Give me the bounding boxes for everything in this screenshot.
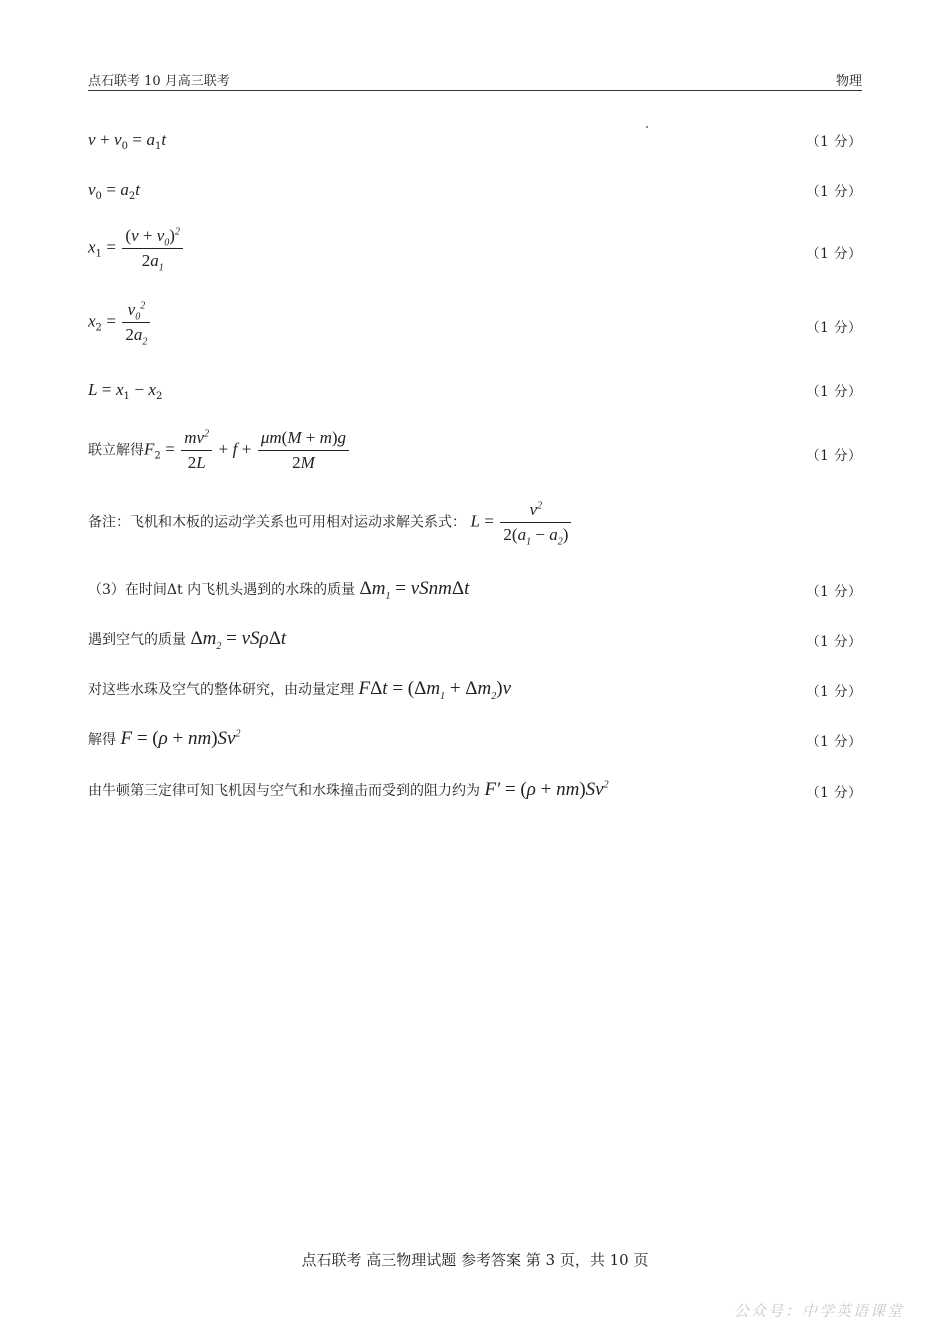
page-footer: 点石联考 高三物理试题 参考答案 第 3 页，共 10 页 <box>301 1251 649 1269</box>
momentum-theorem: 对这些水珠及空气的整体研究，由动量定理 $F\Delta t = (\Delta m_1 + \Delta m_2)v$ （1 分） <box>88 678 862 702</box>
equation-force-f2: 联立解得$F_2$ = $\frac{mv^2}{2L}$ + f + $\frac{\mu m(M + m)g}{2M}$ （1 分） <box>88 428 862 472</box>
equation-length: $L = x_1 - x_2$ （1 分） <box>88 380 862 402</box>
score-mark: （1 分） <box>806 584 862 600</box>
score-mark: （1 分） <box>806 734 862 750</box>
score-mark: （1 分） <box>806 134 862 150</box>
score-mark: （1 分） <box>806 634 862 650</box>
score-mark: （1 分） <box>806 684 862 700</box>
stray-dot <box>646 126 648 128</box>
score-mark: （1 分） <box>806 184 862 200</box>
part3-water-mass: （3）在时间Δt 内飞机头遇到的水珠的质量 $\Delta m_1$ = vSnmΔt （1 分） <box>88 578 862 602</box>
solve-force: 解得 $F = (\rho + nm)Sv^2$ （1 分） <box>88 728 862 750</box>
newton-third-law: 由牛顿第三定律可知飞机因与空气和水珠撞击而受到的阻力约为 $F' = (\rho + nm)Sv^2$ （1 分） <box>88 779 862 801</box>
score-mark: （1 分） <box>806 785 862 801</box>
note-relative-motion: 备注：飞机和木板的运动学关系也可用相对运动求解关系式： L = $\frac{v^2}{2(a_1 - a_2)}$ <box>88 500 862 545</box>
header-subject: 物理 <box>835 74 862 89</box>
equation-velocity-2: $v_0 = a_2t$ （1 分） <box>88 180 862 202</box>
score-mark: （1 分） <box>806 448 862 464</box>
score-mark: （1 分） <box>806 246 862 262</box>
combine-label: 联立解得 <box>88 442 144 459</box>
equation-velocity-1: $v + v_0 = a_1t$ （1 分） <box>88 130 862 152</box>
page-header <box>88 68 862 91</box>
header-exam-title: 点石联考 10 月高三联考 <box>88 74 230 89</box>
equation-x1: $x_1$ = $\frac{(v + v_0)^2}{2a_1}$ （1 分） <box>88 226 862 274</box>
air-mass: 遇到空气的质量 $\Delta m_2 = vS\rho\Delta t$ （1 分） <box>88 628 862 652</box>
score-mark: （1 分） <box>806 320 862 336</box>
watermark: 公众号：中学英语课堂 <box>733 1302 904 1320</box>
score-mark: （1 分） <box>806 384 862 400</box>
equation-x2: $x_2$ = $\frac{v_0^2}{2a_2}$ （1 分） <box>88 300 862 348</box>
